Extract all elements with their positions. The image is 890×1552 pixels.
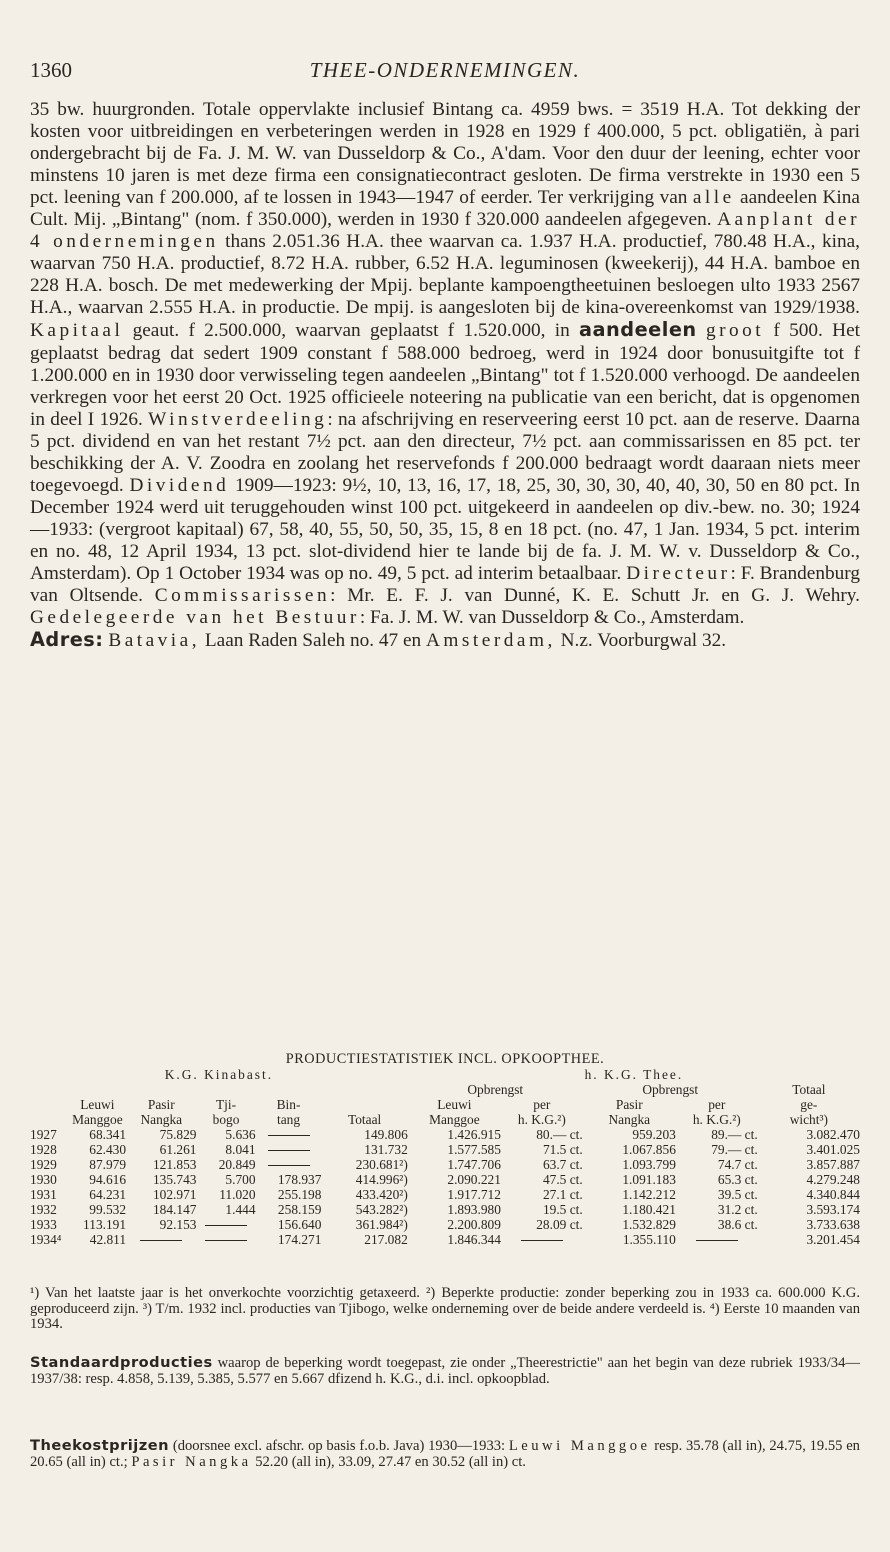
table-cell: 79.— ct. xyxy=(711,1142,758,1157)
table-header-groups xyxy=(30,1067,860,1082)
table-cell: 61.261 xyxy=(159,1142,197,1157)
table-cell: 1.444 xyxy=(225,1202,256,1217)
table-row xyxy=(30,1202,860,1217)
table-cell: 3.733.638 xyxy=(806,1217,860,1232)
table-cell: 75.829 xyxy=(159,1127,197,1142)
running-title: THEE-ONDERNEMINGEN. xyxy=(309,58,581,82)
empty-dash xyxy=(696,1240,738,1241)
heading-aanplant: Aanplant der 4 ondernemingen xyxy=(30,209,860,253)
table-cell: 1.067.856 xyxy=(622,1142,676,1157)
table-cell: 74.7 ct. xyxy=(717,1157,758,1172)
table-cell: 80.— ct. xyxy=(536,1127,583,1142)
year-cell: 1934⁴ xyxy=(30,1232,62,1247)
year-cell: 1932 xyxy=(30,1202,57,1217)
main-text xyxy=(30,99,860,652)
table-cell: 255.198 xyxy=(277,1187,322,1202)
year-cell: 1931 xyxy=(30,1187,57,1202)
paragraph-company-description: 35 bw. huurgronden. Totale oppervlakte inclusief Bintang ca. 4959 bws. = 3519 H.A. Tot dekking der kosten voor uitbreidingen en verbeteringen werden in 1928 en 1929 f 400.000, 5 pct. obligatiën, à pari ondergebracht bij de Fa. J. M. W. van Dusseldorp & Co., A'dam. Voor den duur der leening, echter voor minstens 10 jaren is met deze firma een consignatiecontract gesloten. De firma verstrekte in 1930 een 5 pct. leening van f 200.000, af te lossen in 1943—1947 of eerder. Ter verkrijging van alle aandeelen Kina Cult. Mij. „Bintang" (nom. f 350.000), werden in 1930 f 320.000 aandeelen afgegeven. Aanplant der 4 ondernemingen thans 2.051.36 H.A. thee waarvan ca. 1.937 H.A. productief, 780.48 H.A., kina, waarvan 750 H.A. productief, 8.72 H.A. rubber, 6.52 H.A. leguminosen (kweekerij), 44 H.A. bamboe en 228 H.A. bosch. De met medewerking der Mpij. beplante kampoengtheetuinen besloegen ulto 1933 2567 H.A., waarvan 2.555 H.A. in productie. De mpij. is aangesloten bij de kina-overeenkomst van 1929/1938. Kapitaal geaut. f 2.500.000, waarvan geplaatst f 1.520.000, in aandeelen groot f 500. Het geplaatst bedrag dat sedert 1909 constant f 588.000 bedroeg, werd in 1924 door bonusuitgifte tot f 1.200.000 en in 1930 door verwisseling tegen aandeelen „Bintang" tot f 1.520.000 verhoogd. De aandeelen verkregen voor het eerst 20 Oct. 1925 officieele noteering na publicatie van een bericht, dat is opgenomen in deel I 1926. Winstverdeeling: na afschrijving en reserveering eerst 10 pct. aan de reserve. Daarna 5 pct. dividend en van het restant 7½ pct. aan den directeur, 7½ pct. aan commissarissen en 85 pct. ter beschikking der A. V. Zoodra en zoolang het reservefonds f 200.000 bedraagt wordt daaraan niets meer toegevoegd. Dividend 1909—1923: 9½, 10, 13, 16, 17, 18, 25, 30, 30, 30, 40, 40, 30, 50 en 80 pct. In December 1924 werd uit teruggehouden winst 100 pct. uitgekeerd in aandeelen op div.-bew. no. 30; 1924—1933: (vergroot kapitaal) 67, 58, 40, 55, 50, 50, 35, 15, 8 en 18 pct. (no. 47, 1 Jan. 1934, 5 pct. interim en no. 48, 12 April 1934, 13 pct. slot-dividend hier te lande bij de fa. J. M. W. v. Dusseldorp & Co., Amsterdam). Op 1 October 1934 was op no. 49, 5 pct. ad interim betaalbaar. Directeur: F. Brandenburg van Oltsende. Commissarissen: Mr. E. F. J. van Dunné, K. E. Schutt Jr. en G. J. Wehry. Gedelegeerde van het Bestuur: Fa. J. M. W. van Dusseldorp & Co., Amsterdam. xyxy=(30,99,860,629)
paragraph-adres: Adres: Batavia, Laan Raden Saleh no. 47 en Amsterdam, N.z. Voorburgwal 32. xyxy=(30,628,727,652)
heading-gedelegeerde: Gedelegeerde van het Bestuur xyxy=(30,607,360,629)
table-cell: 2.090.221 xyxy=(447,1172,501,1187)
table-cell: 4.340.844 xyxy=(806,1187,860,1202)
table-cell: 156.640 xyxy=(277,1217,322,1232)
table-cell: 47.5 ct. xyxy=(542,1172,583,1187)
city-amsterdam: Amsterdam, xyxy=(426,630,556,652)
table-cell: 27.1 ct. xyxy=(542,1187,583,1202)
table-cell: 28.09 ct. xyxy=(536,1217,583,1232)
city-batavia: Batavia, xyxy=(108,630,201,652)
page-number: 1360 xyxy=(30,58,72,82)
table-cell xyxy=(197,1232,256,1247)
table-cell: 63.7 ct. xyxy=(542,1157,583,1172)
estate-pasir-nangka: Pasir Nangka xyxy=(131,1453,252,1470)
footnotes xyxy=(30,1286,860,1333)
table-cell: 1.532.829 xyxy=(622,1217,676,1232)
heading-directeur: Directeur xyxy=(626,562,731,584)
table-header-row: Manggoe Nangka bogo tang Totaal Manggoe h. K.G.²) Nangka h. K.G.²) wicht³) xyxy=(72,1112,828,1127)
table-header-opbrengst: Opbrengst Opbrengst Totaal xyxy=(467,1082,826,1097)
empty-dash xyxy=(521,1240,563,1241)
table-cell: 135.743 xyxy=(152,1172,197,1187)
table-row xyxy=(30,1157,860,1172)
empty-dash xyxy=(268,1135,310,1136)
table-cell: 414.996²) xyxy=(355,1172,408,1187)
table-cell: 149.806 xyxy=(364,1127,408,1142)
table-cell: 87.979 xyxy=(89,1157,127,1172)
table-cell: 71.5 ct. xyxy=(542,1142,583,1157)
year-cell: 1927 xyxy=(30,1127,57,1142)
heading-winstverdeeling: Winstverdeeling xyxy=(148,408,328,430)
heading-aandeelen: aandeelen xyxy=(579,318,697,342)
table-cell: 959.203 xyxy=(632,1127,676,1142)
table-cell xyxy=(197,1217,256,1232)
heading-kapitaal: Kapitaal xyxy=(30,320,124,342)
tea-cost-prices: Theekostprijzen (doorsnee excl. afschr. op basis f.o.b. Java) 1930—1933: Leuwi Manggoe resp. 35.78 (all in), 24.75, 19.55 en 20.65 (all in) ct.; Pasir Nangka 52.20 (all in), 33.09, 27.47 en 30.52 (all in) ct. xyxy=(30,1437,860,1470)
table-cell: 8.041 xyxy=(225,1142,256,1157)
table-cell: 3.201.454 xyxy=(806,1232,860,1247)
table-cell xyxy=(126,1232,196,1247)
standard-productions: Standaardproducties waarop de beperking wordt toegepast, zie onder „Theerestrictie" aan het begin van deze rubriek 1933/34—1937/38: resp. 4.858, 5.139, 5.385, 5.577 en 5.667 dfizend h. K.G., d.i. incl. opkoopblad. xyxy=(30,1354,860,1387)
table-cell: 99.532 xyxy=(89,1202,127,1217)
table-cell: 1.355.110 xyxy=(622,1232,676,1247)
table-row xyxy=(30,1142,860,1157)
table-cell: 174.271 xyxy=(277,1232,322,1247)
table-cell: 258.159 xyxy=(277,1202,322,1217)
table-cell: 1.893.980 xyxy=(447,1202,501,1217)
table-cell: 543.282²) xyxy=(355,1202,408,1217)
table-cell: 3.401.025 xyxy=(806,1142,860,1157)
table-cell: 38.6 ct. xyxy=(717,1217,758,1232)
table-cell xyxy=(256,1127,322,1142)
table-cell xyxy=(256,1142,322,1157)
table-cell: 1.426.915 xyxy=(447,1127,501,1142)
heading-commissarissen: Commissarissen xyxy=(154,585,331,607)
table-cell: 433.420²) xyxy=(355,1187,408,1202)
table-cell: 5.700 xyxy=(225,1172,256,1187)
empty-dash xyxy=(268,1165,310,1166)
year-cell: 1930 xyxy=(30,1172,57,1187)
table-cell: 64.231 xyxy=(89,1187,127,1202)
emphasis-alle: alle xyxy=(692,187,735,209)
statistics-title: PRODUCTIESTATISTIEK INCL. OPKOOPTHEE. xyxy=(285,1051,605,1067)
table-row xyxy=(30,1232,860,1247)
group-thee: h. K.G. Thee. xyxy=(584,1067,684,1082)
table-cell: 2.200.809 xyxy=(447,1217,501,1232)
table-cell: 92.153 xyxy=(159,1217,197,1232)
table-cell xyxy=(256,1157,322,1172)
page-header xyxy=(30,58,860,86)
table-cell: 3.593.174 xyxy=(806,1202,860,1217)
table-cell: 3.082.470 xyxy=(806,1127,860,1142)
table-header-row: Leuwi Pasir Tji- Bin- Leuwi per Pasir per ge- xyxy=(80,1097,818,1112)
table-cell: 11.020 xyxy=(219,1187,256,1202)
empty-dash xyxy=(205,1225,247,1226)
production-table xyxy=(30,1067,860,1247)
table-cell: 89.— ct. xyxy=(711,1127,758,1142)
footnote-text: ¹) Van het laatste jaar is het onverkochte voorzichtig getaxeerd. ²) Beperkte productie: zonder beperking zou in 1933 ca. 600.000 K.G. geproduceerd zijn. ³) T/m. 1932 incl. producties van Tjibogo, welke onderneming over de beide andere verdeeld is. ⁴) Eerste 10 maanden van 1934. xyxy=(30,1285,860,1333)
table-cell: 42.811 xyxy=(89,1232,127,1247)
table-cell: 113.191 xyxy=(83,1217,127,1232)
heading-standaardproducties: Standaardproducties xyxy=(30,1354,213,1371)
group-kinabast: K.G. Kinabast. xyxy=(164,1067,274,1082)
year-cell: 1933 xyxy=(30,1217,57,1232)
table-cell: 230.681²) xyxy=(355,1157,408,1172)
table-cell: 62.430 xyxy=(89,1142,127,1157)
year-cell: 1929 xyxy=(30,1157,57,1172)
production-statistics xyxy=(30,1052,860,1247)
table-cell: 1.917.712 xyxy=(447,1187,501,1202)
heading-dividend: Dividend xyxy=(129,474,230,496)
table-cell: 121.853 xyxy=(152,1157,197,1172)
table-cell: 1.180.421 xyxy=(622,1202,676,1217)
table-row xyxy=(30,1217,860,1232)
heading-theekostprijzen: Theekostprijzen xyxy=(30,1437,170,1454)
table-cell: 178.937 xyxy=(277,1172,322,1187)
table-cell xyxy=(676,1232,758,1247)
table-cell: 1.747.706 xyxy=(447,1157,501,1172)
table-cell: 65.3 ct. xyxy=(717,1172,758,1187)
table-cell: 217.082 xyxy=(364,1232,408,1247)
emphasis-groot: groot xyxy=(705,320,765,342)
table-cell: 68.341 xyxy=(89,1127,127,1142)
table-row xyxy=(30,1172,860,1187)
table-cell xyxy=(501,1232,583,1247)
table-cell: 1.846.344 xyxy=(447,1232,501,1247)
table-body xyxy=(30,1127,860,1247)
table-cell: 1.577.585 xyxy=(447,1142,501,1157)
table-cell: 19.5 ct. xyxy=(542,1202,583,1217)
empty-dash xyxy=(140,1240,182,1241)
table-cell: 39.5 ct. xyxy=(717,1187,758,1202)
empty-dash xyxy=(205,1240,247,1241)
table-cell: 1.093.799 xyxy=(622,1157,676,1172)
table-cell: 131.732 xyxy=(364,1142,408,1157)
table-cell: 94.616 xyxy=(89,1172,127,1187)
year-cell: 1928 xyxy=(30,1142,57,1157)
table-cell: 3.857.887 xyxy=(806,1157,860,1172)
table-cell: 20.849 xyxy=(218,1157,256,1172)
table-row xyxy=(30,1127,860,1142)
table-cell: 31.2 ct. xyxy=(717,1202,758,1217)
table-cell: 5.636 xyxy=(225,1127,256,1142)
table-row xyxy=(30,1187,860,1202)
table-cell: 102.971 xyxy=(152,1187,197,1202)
table-cell: 184.147 xyxy=(152,1202,197,1217)
estate-leuwi-manggoe: Leuwi Manggoe xyxy=(508,1438,651,1454)
table-cell: 361.984²) xyxy=(355,1217,408,1232)
empty-dash xyxy=(268,1150,310,1151)
table-cell: 4.279.248 xyxy=(806,1172,860,1187)
table-cell: 1.091.183 xyxy=(622,1172,676,1187)
table-cell: 1.142.212 xyxy=(622,1187,676,1202)
heading-adres: Adres: xyxy=(30,628,104,652)
